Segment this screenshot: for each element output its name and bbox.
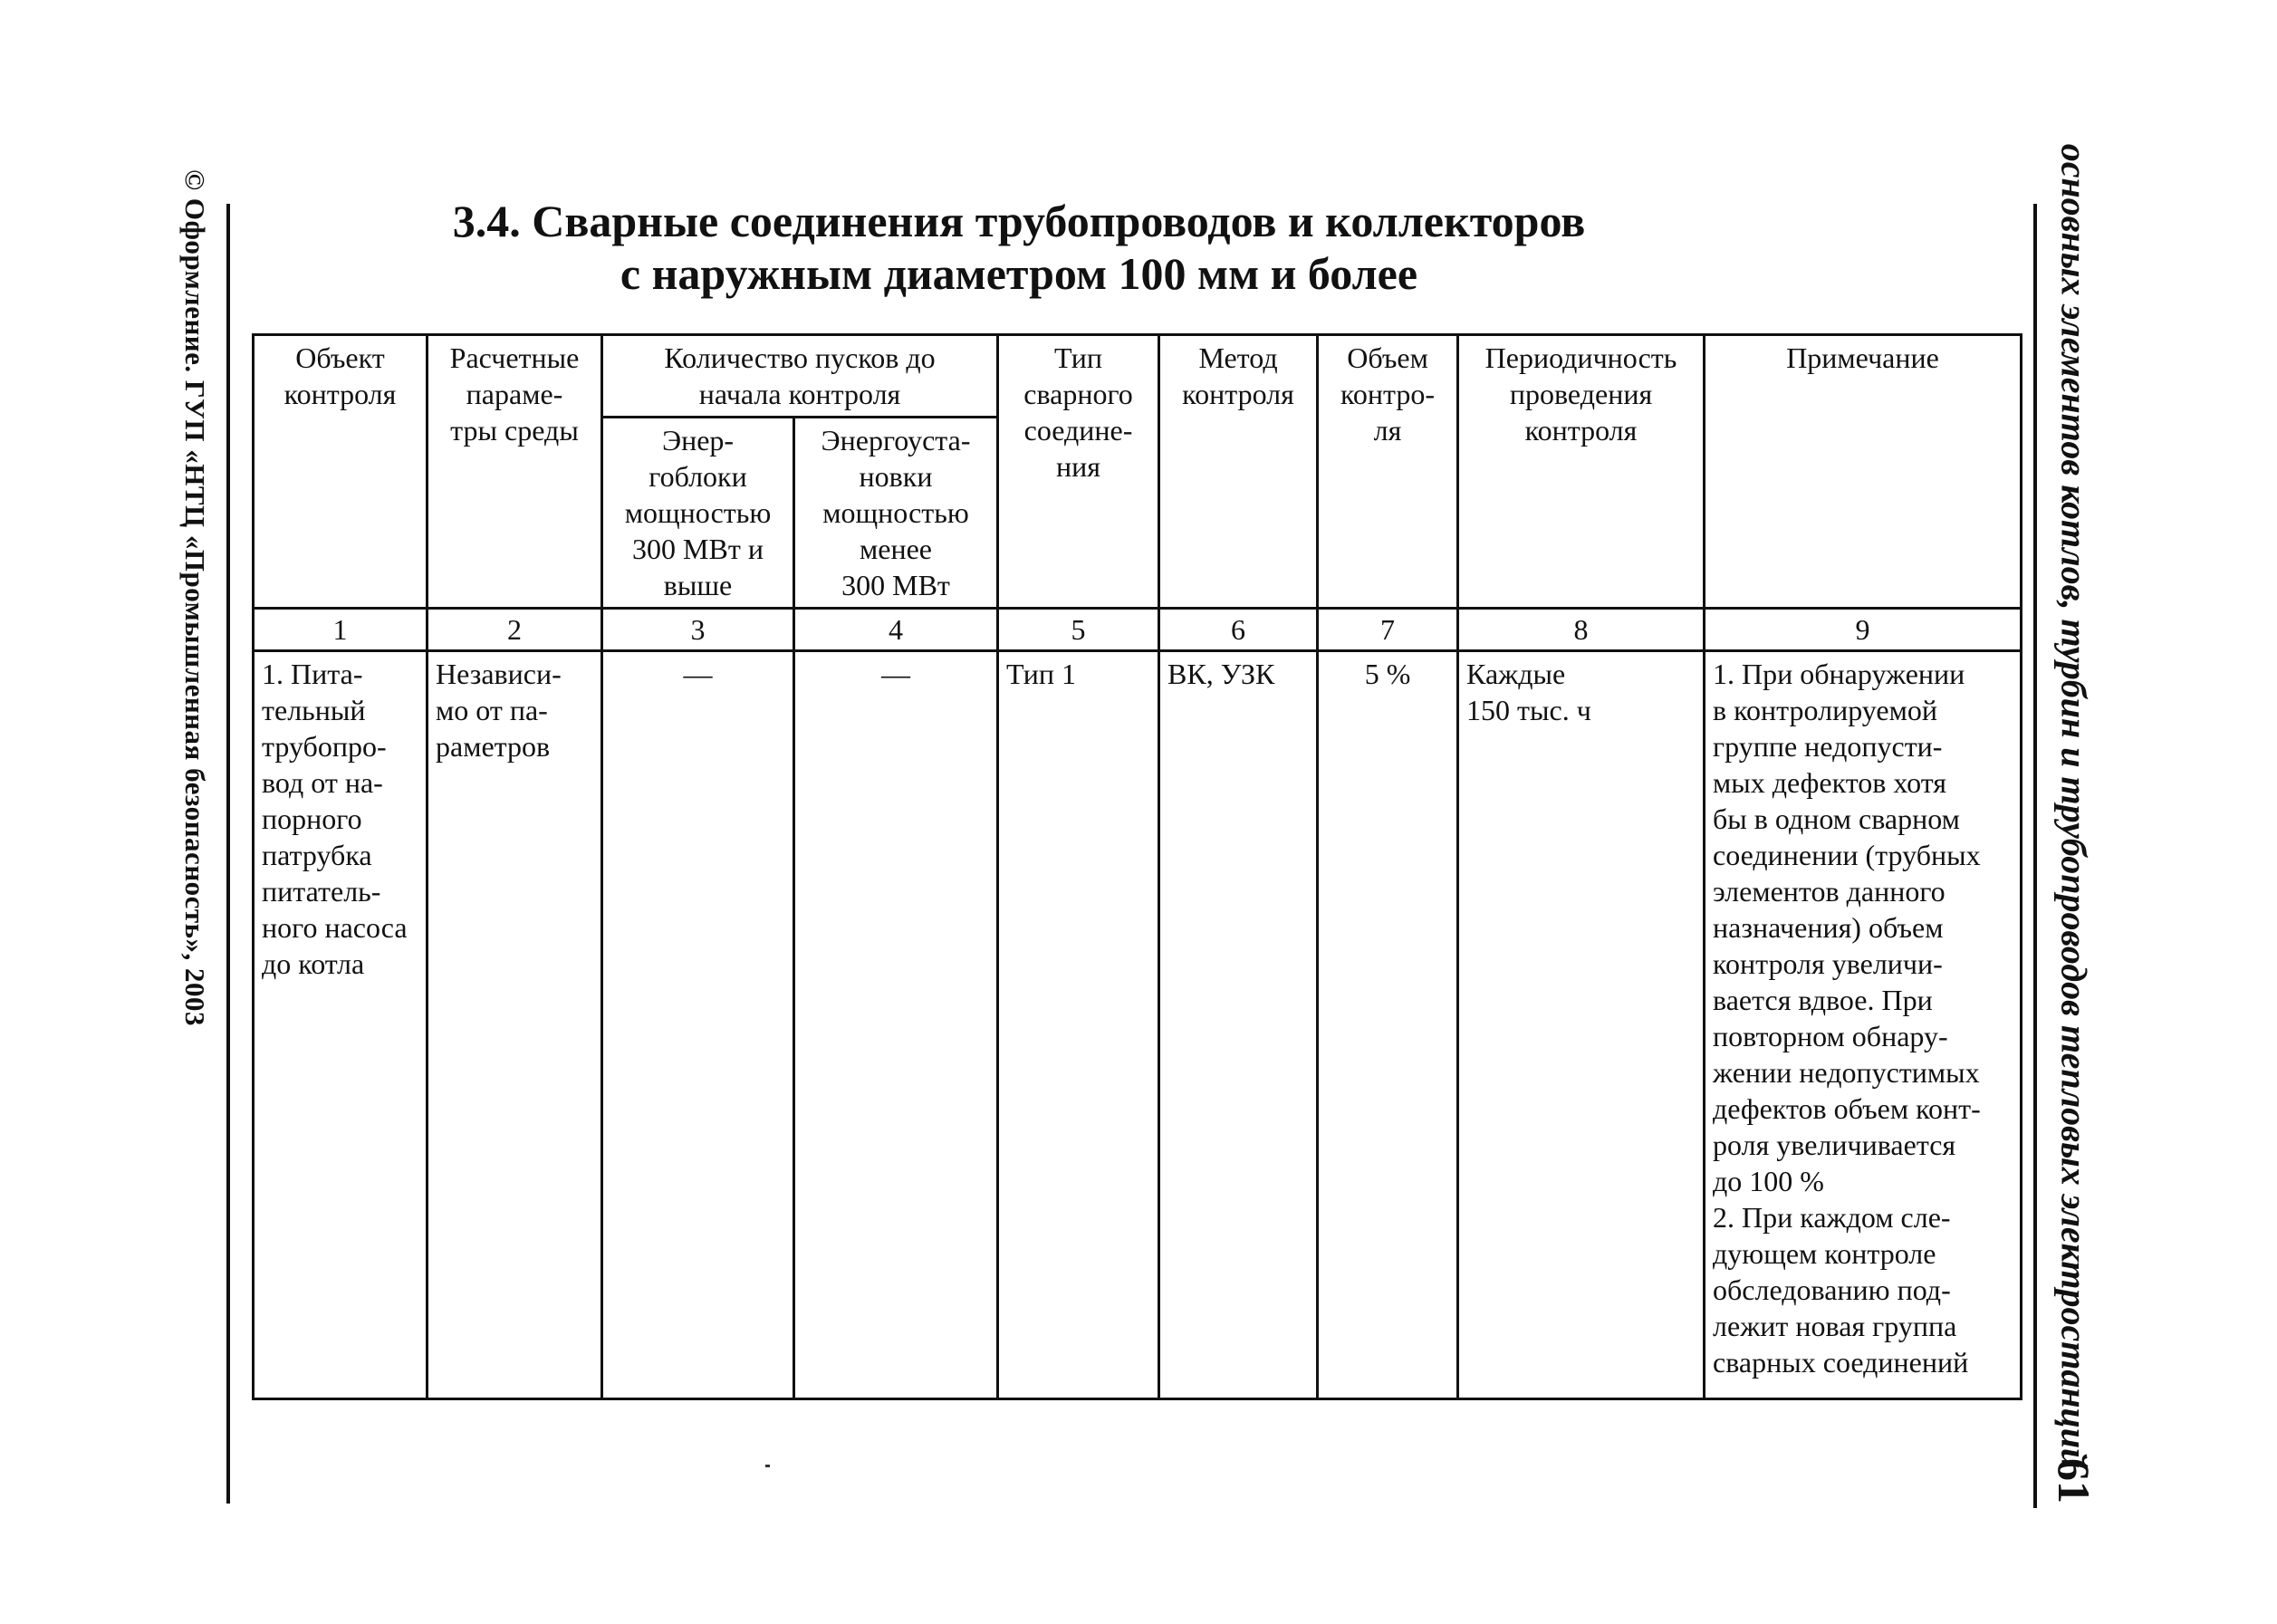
text-line: лежит новая группа	[1713, 1310, 1957, 1342]
text-line: мощностью	[624, 496, 772, 529]
text-line: контроля увеличи-	[1713, 947, 1943, 980]
text-line: роля увеличивается	[1713, 1129, 1956, 1161]
header-params	[428, 335, 602, 609]
text-line: Энергоуста-	[821, 424, 971, 456]
text-line: порного	[262, 802, 362, 835]
text-line: мых дефектов хотя	[1713, 766, 1947, 799]
text-line: мо от па-	[436, 694, 548, 726]
text-line: Количество пусков до	[664, 341, 936, 374]
text-line: Примечание	[1786, 341, 1939, 374]
text-line: ля	[1373, 414, 1402, 447]
text-line: обследованию под-	[1713, 1273, 1951, 1306]
text-line: бы в одном сварном	[1713, 802, 1960, 835]
column-number: 1	[254, 609, 428, 651]
text-line: 300 МВт и	[632, 533, 764, 565]
cell-params	[428, 651, 602, 1399]
text-line: 150 тыс. ч	[1466, 694, 1591, 726]
header-starts-group	[602, 335, 998, 418]
column-number: 8	[1458, 609, 1705, 651]
section-title	[362, 195, 1676, 300]
text-line: проведения	[1509, 378, 1653, 410]
text-line: раметров	[436, 730, 551, 763]
inspection-table	[252, 333, 2022, 1400]
text-line: соединении (трубных	[1713, 839, 1981, 871]
text-line: назначения) объем	[1713, 911, 1944, 944]
text-line: элементов данного	[1713, 875, 1946, 908]
text-line: парамe-	[466, 378, 563, 410]
text-line: в контролируемой	[1713, 694, 1937, 726]
text-line: вается вдвое. При	[1713, 984, 1933, 1016]
text-line: Объем	[1347, 341, 1428, 374]
text-line: до котла	[262, 947, 365, 980]
text-line: менее	[860, 533, 932, 565]
text-line: Метод	[1198, 341, 1278, 374]
column-number: 4	[794, 609, 998, 651]
left-margin-copyright	[168, 168, 222, 1027]
column-number: 3	[602, 609, 794, 651]
text-line: Энер-	[661, 424, 735, 456]
cell-starts-300-plus: —	[602, 651, 794, 1399]
text-line: новки	[859, 460, 933, 493]
text-line: сварного	[1023, 378, 1133, 410]
text-line: сварных соединений	[1713, 1346, 1969, 1379]
page-number	[2042, 1440, 2106, 1522]
text-line: трубопро-	[262, 730, 387, 763]
stray-mark	[765, 1465, 770, 1467]
header-row-top	[254, 335, 2022, 418]
header-method	[1159, 335, 1318, 609]
header-object	[254, 335, 428, 609]
column-number: 9	[1705, 609, 2022, 651]
text-line: питатель-	[262, 875, 381, 908]
cell-method: ВК, УЗК	[1159, 651, 1318, 1399]
text-line: контроля	[1524, 414, 1638, 447]
text-line: 2. При каждом сле-	[1713, 1201, 1951, 1234]
cell-period	[1458, 651, 1705, 1399]
column-number-row	[254, 609, 2022, 651]
text-line: мощностью	[822, 496, 969, 529]
text-line: вод от на-	[262, 766, 383, 799]
text-line: 1. При обнаружении	[1713, 658, 1965, 690]
header-volume	[1318, 335, 1458, 609]
text-line: Каждые	[1466, 658, 1566, 690]
column-number: 2	[428, 609, 602, 651]
running-title-text: основных элементов котлов, турбин и трубопроводов тепловых электростанций	[2053, 143, 2095, 1469]
text-line: Тип	[1054, 341, 1103, 374]
text-line: до 100 %	[1713, 1165, 1824, 1197]
cell-note	[1705, 651, 2022, 1399]
text-line: жении недопустимых	[1713, 1056, 1980, 1089]
text-line: 300 МВт	[841, 569, 950, 601]
text-line: повторном обнару-	[1713, 1020, 1948, 1052]
right-margin-running-title	[2042, 143, 2106, 1469]
cell-object	[254, 651, 428, 1399]
text-line: контроля	[1182, 378, 1294, 410]
text-line: Объект	[295, 341, 385, 374]
text-line: тельный	[262, 694, 366, 726]
column-number: 7	[1318, 609, 1458, 651]
right-vertical-rule	[2033, 204, 2037, 1508]
text-line: дефектов объем конт-	[1713, 1092, 1981, 1125]
header-note	[1705, 335, 2022, 609]
text-line: Расчетные	[449, 341, 580, 374]
text-line: Периодичность	[1484, 341, 1677, 374]
text-line: 1. Пита-	[262, 658, 363, 690]
text-line: Независи-	[436, 658, 562, 690]
text-line: тры среды	[450, 414, 579, 447]
header-period	[1458, 335, 1705, 609]
text-line: гоблоки	[649, 460, 747, 493]
page-number-text: 61	[2049, 1458, 2099, 1504]
section-title-line-2: с наружным диаметром 100 мм и более	[620, 248, 1418, 299]
text-line: контроля	[283, 378, 397, 410]
text-line: дующем контроле	[1713, 1237, 1936, 1270]
column-number: 6	[1159, 609, 1318, 651]
cell-starts-less-300: —	[794, 651, 998, 1399]
column-number: 5	[998, 609, 1159, 651]
table-row	[254, 651, 2022, 1399]
text-line: выше	[663, 569, 733, 601]
cell-weld-type: Тип 1	[998, 651, 1159, 1399]
text-line: начала контроля	[698, 378, 901, 410]
section-title-line-1: 3.4. Сварные соединения трубопроводов и коллекторов	[452, 196, 1586, 246]
cell-volume: 5 %	[1318, 651, 1458, 1399]
header-starts-300-plus	[602, 418, 794, 609]
text-line: ния	[1056, 450, 1100, 483]
text-line: ного насоса	[262, 911, 408, 944]
text-line: соедине-	[1023, 414, 1133, 447]
text-line: контро-	[1340, 378, 1436, 410]
copyright-text: © Оформление. ГУП «НТЦ «Промышленная безопасность», 2003	[179, 168, 211, 1027]
header-weld-type	[998, 335, 1159, 609]
text-line: группе недопусти-	[1713, 730, 1943, 763]
left-vertical-rule	[226, 204, 230, 1504]
text-line: патрубка	[262, 839, 372, 871]
header-starts-less-300	[794, 418, 998, 609]
